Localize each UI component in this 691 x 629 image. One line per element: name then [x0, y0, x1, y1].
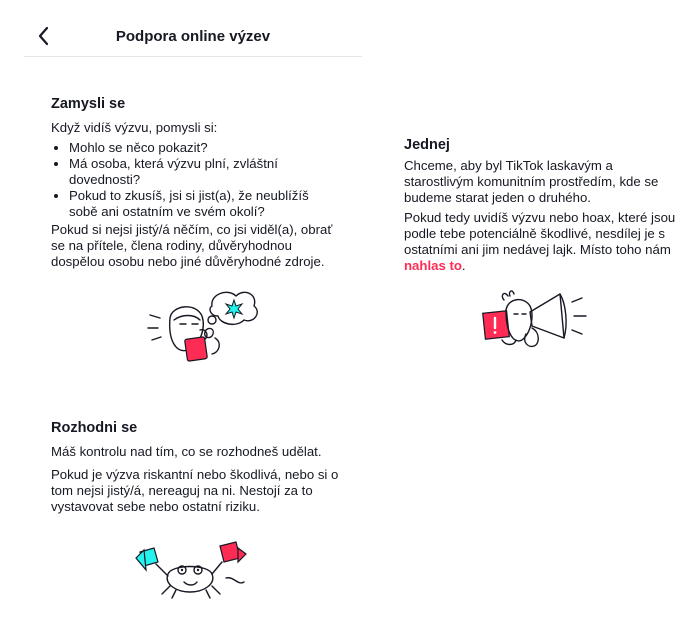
- act-body-2: [404, 210, 680, 274]
- list-item: • Má osoba, která výzvu plní, zvláštní dovednosti?: [69, 156, 339, 188]
- section-title-decide: Rozhodni se: [51, 420, 138, 436]
- think-intro: Když vidíš výzvu, pomysli si:: [51, 120, 218, 135]
- megaphone-person-illustration: [480, 288, 590, 358]
- think-body: Pokud si nejsi jistý/á něčím, co jsi viděl(a), obrať se na přítele, člena rodiny, důvěryhodnou dospělou osobu nebo jiné důvěryhodné zdroje.: [51, 222, 333, 269]
- page-title: Podpora online výzev: [115, 28, 271, 45]
- section-title-act: Jednej: [404, 137, 450, 153]
- section-title-think: Zamysli se: [51, 96, 126, 112]
- act-body-2-end: .: [461, 258, 466, 273]
- report-link[interactable]: nahlas to: [404, 258, 462, 273]
- list-item: • Pokud to zkusíš, jsi si jist(a), že neublížíš sobě ani ostatním ve svém okolí?: [69, 188, 339, 220]
- crab-with-flags-illustration: [134, 540, 250, 600]
- think-bullet-list: [51, 140, 339, 220]
- thinking-person-illustration: [140, 290, 270, 370]
- list-item: • Mohlo se něco pokazit?: [69, 140, 339, 156]
- decide-body-2: Pokud je výzva riskantní nebo škodlivá, nebo si o tom nejsi jistý/á, nereaguj na ni. Nestojí za to vystavovat sebe nebo ostatní riziku.: [51, 467, 339, 514]
- header-bar: [24, 0, 362, 57]
- decide-body-1: Máš kontrolu nad tím, co se rozhodneš udělat.: [51, 444, 322, 459]
- act-body-1: Chceme, aby byl TikTok laskavým a starostlivým komunitním prostředím, kde se budeme starat jeden o druhého.: [404, 158, 659, 205]
- act-body-2-text: Pokud tedy uvidíš výzvu nebo hoax, které jsou podle tebe potenciálně škodlivé, nesdílej je s ostatními ani jim nedávej lajk. Místo toho nám: [404, 210, 676, 257]
